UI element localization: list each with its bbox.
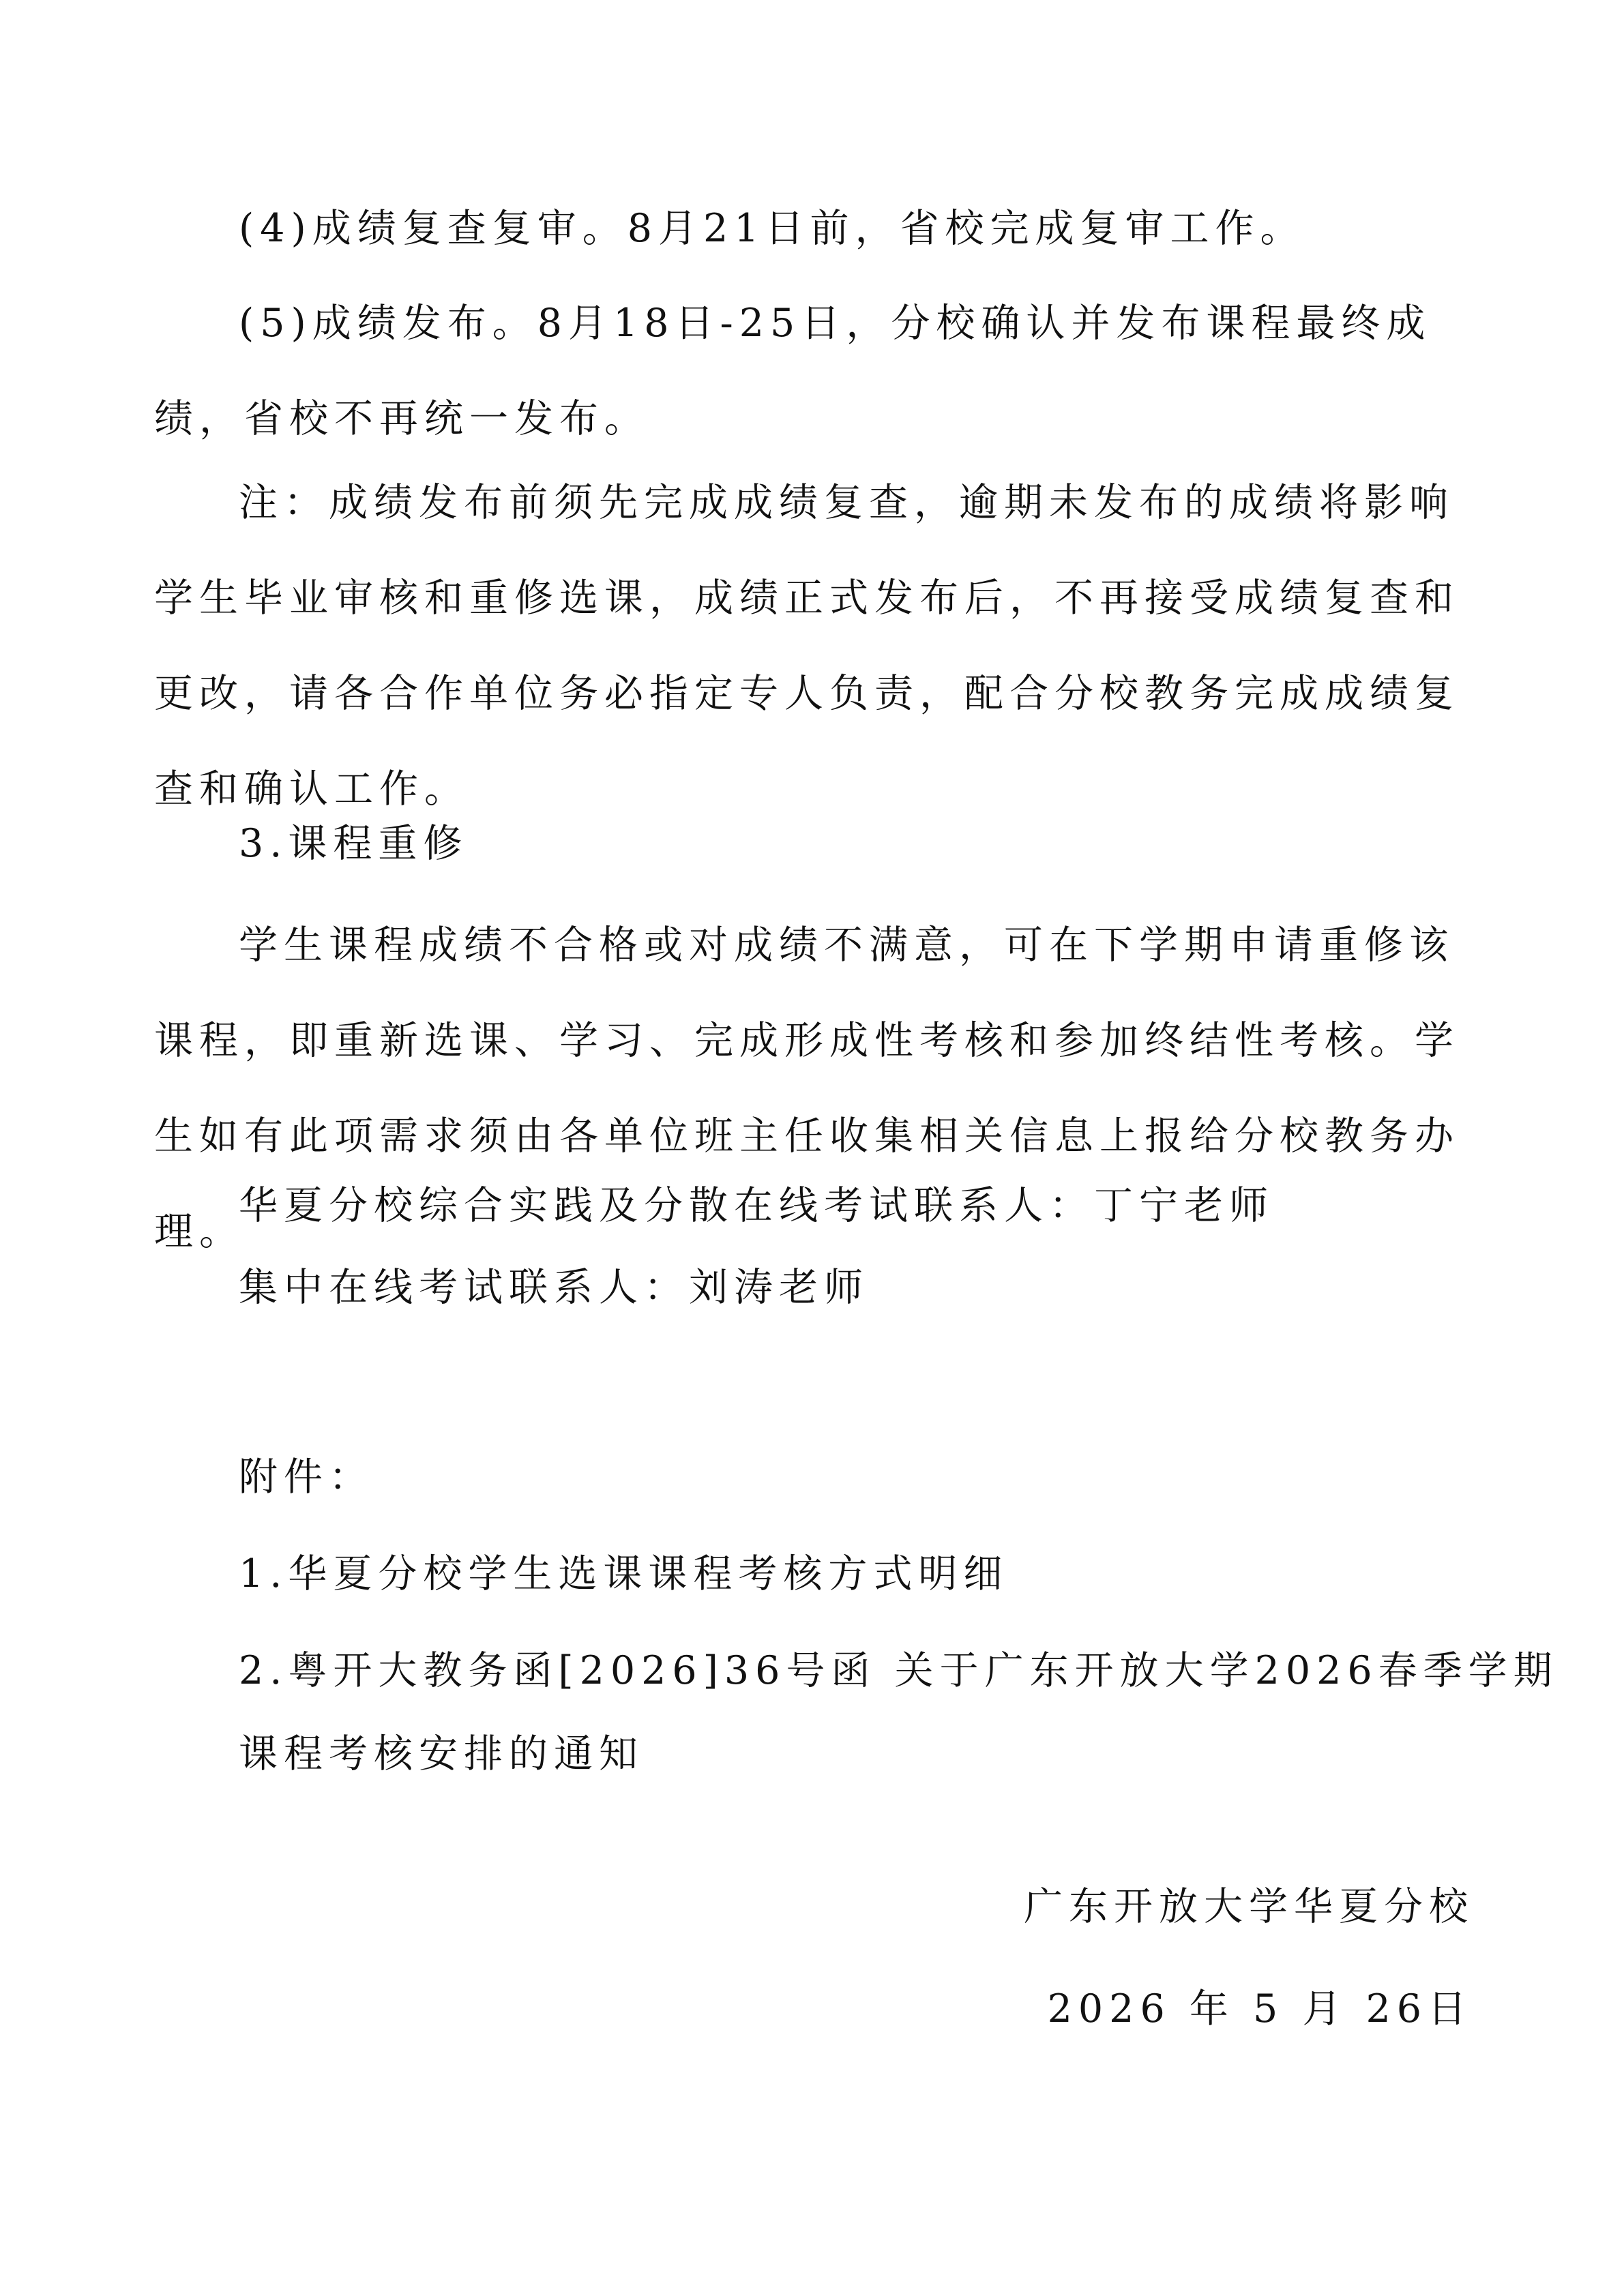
paragraph-course-retake: 学生课程成绩不合格或对成绩不满意，可在下学期申请重修该课程，即重新选课、学习、完成形成性考核和参加终结性考核。学生如有此项需求须由各单位班主任收集相关信息上报给分校教务办理。 xyxy=(154,923,1460,1254)
contact-line-2: 集中在线考试联系人：刘涛老师 xyxy=(239,1265,869,1310)
paragraph-score-release: (5)成绩发布。8月18日-25日，分校确认并发布课程最终成绩，省校不再统一发布。 xyxy=(154,301,1432,441)
attachment-item-1: 1.华夏分校学生选课课程考核方式明细 xyxy=(239,1551,1009,1596)
paragraph-score-review: (4)成绩复查复审。8月21日前，省校完成复审工作。 xyxy=(239,206,1305,251)
signature-date: 2026 年 5 月 26日 xyxy=(1047,1986,1473,2031)
section-heading-course-retake: 3.课程重修 xyxy=(239,821,469,866)
attachment-item-2-line-2: 课程考核安排的通知 xyxy=(239,1731,644,1776)
paragraph-note: 注：成绩发布前须先完成成绩复查，逾期未发布的成绩将影响学生毕业审核和重修选课，成绩正式发布后，不再接受成绩复查和更改，请各合作单位务必指定专人负责，配合分校教务完成成绩复查和确认工作。 xyxy=(154,480,1460,811)
attachments-label: 附件： xyxy=(239,1455,374,1500)
contact-line-1: 华夏分校综合实践及分散在线考试联系人：丁宁老师 xyxy=(239,1183,1274,1228)
signature-organization: 广东开放大学华夏分校 xyxy=(1024,1884,1474,1929)
attachment-item-2-line-1: 2.粤开大教务函[2026]36号函 关于广东开放大学2026春季学期 xyxy=(239,1648,1559,1693)
